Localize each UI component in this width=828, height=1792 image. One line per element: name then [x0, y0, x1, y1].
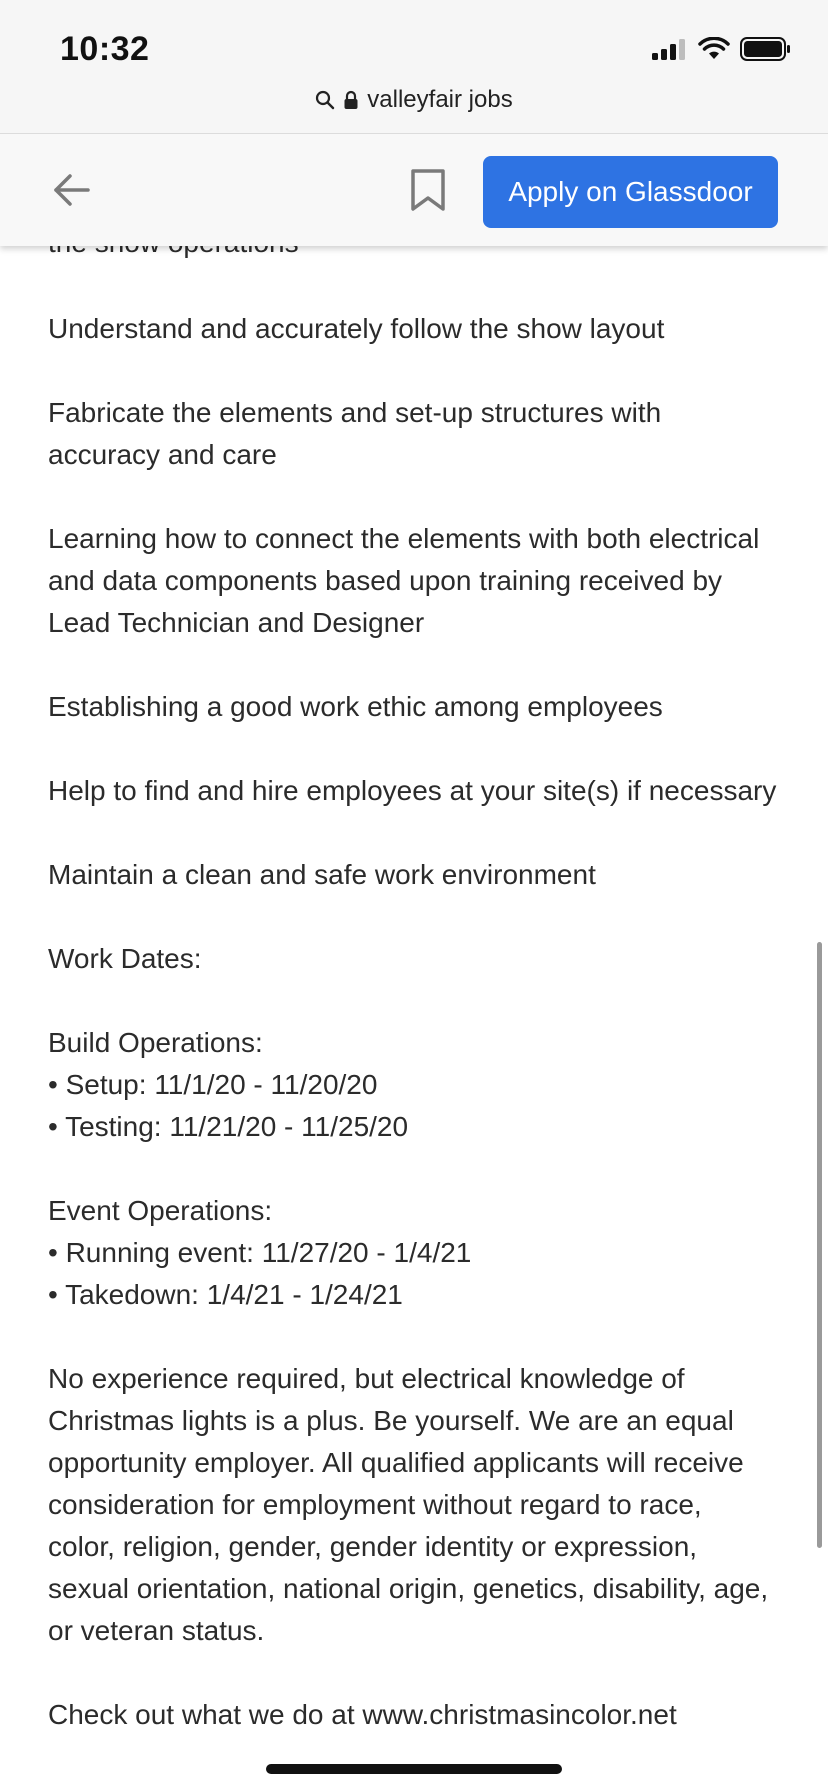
build-operations-dates: Build Operations: • Setup: 11/1/20 - 11/20/20 • Testing: 11/21/20 - 11/25/20 — [48, 1027, 409, 1142]
equal-opportunity-paragraph: No experience required, but electrical knowledge of Christmas lights is a plus. Be yourself. We are an equal opportunity employer. All qualified applicants will receive consideration for employment without regard to race, color, religion, gender, gender identity or expression, sexual orientation, national origin, genetics, disability, age, or veteran status. — [48, 1363, 769, 1646]
website-paragraph: Check out what we do at www.christmasincolor.net — [48, 1699, 677, 1730]
browser-chrome — [0, 0, 828, 134]
bookmark-icon — [410, 168, 446, 212]
description-body — [48, 308, 792, 1778]
signal-icon — [652, 38, 688, 60]
status-icons — [652, 36, 792, 62]
save-job-button[interactable] — [410, 168, 446, 212]
battery-icon — [740, 36, 792, 62]
apply-button[interactable]: Apply on Glassdoor — [483, 156, 778, 228]
status-time: 10:32 — [60, 30, 150, 68]
search-icon — [315, 90, 335, 110]
scrollbar[interactable] — [817, 942, 822, 1548]
home-indicator[interactable] — [266, 1764, 562, 1774]
url-text: valleyfair jobs — [367, 86, 513, 113]
description-paragraph: Fabricate the elements and set-up structures with accuracy and care — [48, 397, 662, 470]
description-paragraph: Help to find and hire employees at your site(s) if necessary — [48, 775, 777, 806]
description-paragraph: Maintain a clean and safe work environment — [48, 859, 596, 890]
back-button[interactable] — [50, 168, 94, 212]
address-bar[interactable] — [0, 86, 828, 114]
description-paragraph: Learning how to connect the elements with both electrical and data components based upon training received by Lead Technician and Designer — [48, 523, 760, 638]
back-arrow-icon — [50, 168, 94, 212]
lock-icon — [343, 90, 359, 110]
description-paragraph: Establishing a good work ethic among employees — [48, 691, 663, 722]
job-toolbar — [0, 134, 828, 246]
wifi-icon — [698, 37, 730, 61]
description-paragraph: Understand and accurately follow the show layout — [48, 313, 665, 344]
event-operations-dates: Event Operations: • Running event: 11/27/20 - 1/4/21 • Takedown: 1/4/21 - 1/24/21 — [48, 1195, 472, 1310]
work-dates-heading: Work Dates: — [48, 943, 202, 974]
